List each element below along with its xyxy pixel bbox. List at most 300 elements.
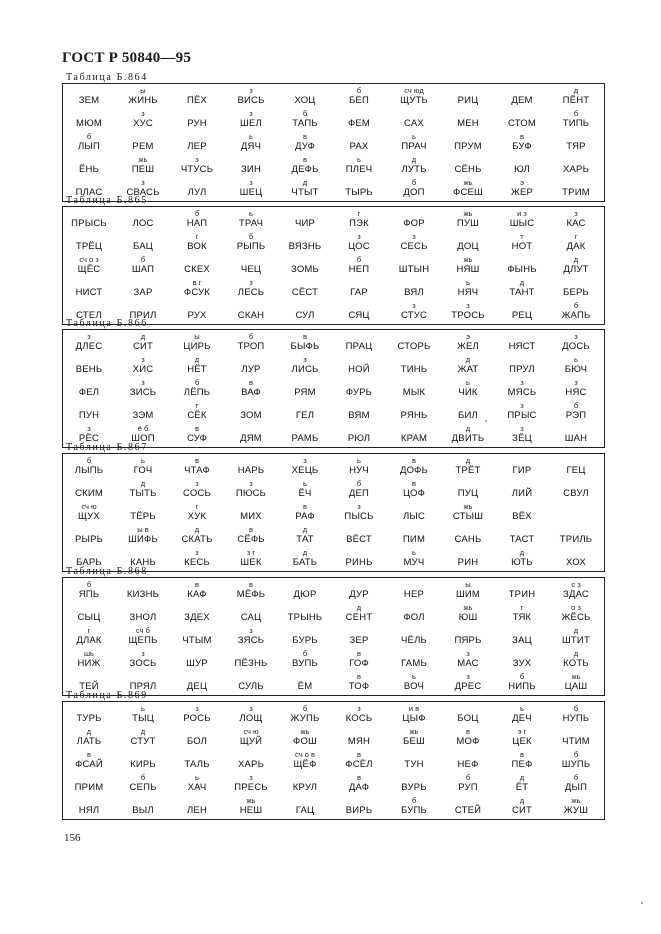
word-cell [225,479,283,502]
syllable-word: ХУС [133,118,153,129]
syllable-word: БОЛ [186,736,208,747]
word-cell [225,278,283,301]
syllable-word: НЕП [348,264,370,275]
word-cell [333,355,391,378]
phonetic-mark [388,650,440,658]
word-cell [117,796,175,819]
phonetic-mark: б [194,378,200,387]
word-cell [388,548,446,571]
word-cell [388,580,446,603]
word-cell [63,603,121,626]
word-cell [388,502,446,525]
table-row [63,232,604,255]
word-cell [442,86,500,109]
word-cell [279,132,337,155]
syllable-word: ЖУПЬ [290,713,320,724]
syllable-word: ДАК [566,241,586,252]
phonetic-mark: жь [463,255,473,264]
word-cell [117,401,175,424]
table-row [63,704,604,727]
word-cell [550,626,608,649]
syllable-word: ПРАЧ [401,141,427,152]
phonetic-mark: ь [357,456,361,465]
word-cell [333,773,391,796]
syllable-word: ФСЕШ [453,187,483,198]
phonetic-mark [388,256,440,264]
syllable-word: СЫЦ [77,612,101,623]
syllable-word: МЫК [402,387,426,398]
syllable-word: БАТЬ [292,557,318,568]
word-cell [550,750,608,773]
syllable-word: ПУШ [456,218,480,229]
word-cell [442,773,500,796]
word-cell [442,278,500,301]
word-cell [279,301,337,324]
syllable-word: ТЫТЬ [129,488,157,499]
phonetic-mark: з [195,479,199,488]
syllable-word: РУП [458,782,478,793]
word-cell [333,232,391,255]
syllable-word: ТРИН [508,589,536,600]
phonetic-mark: в [412,456,416,465]
syllable-word: ТАПЬ [292,118,318,129]
table-row [63,378,604,401]
word-cell [442,332,500,355]
word-cell [171,525,229,548]
syllable-word: БЮЧ [564,364,588,375]
word-cell [279,704,337,727]
word-cell [388,132,446,155]
phonetic-mark [279,279,331,287]
syllable-word: РЯНЬ [400,410,428,421]
phonetic-mark: з [249,178,253,187]
phonetic-mark: б [356,86,362,95]
syllable-word: ШИМ [455,589,481,600]
phonetic-mark [171,179,223,187]
syllable-word: ШАН [564,433,588,444]
syllable-word: ЦОФ [402,488,426,499]
phonetic-mark [333,549,385,557]
syllable-word: ДРЕС [454,681,482,692]
syllable-word: ПУЦ [457,488,479,499]
phonetic-mark: в [249,580,253,589]
word-cell [63,479,121,502]
syllable-word: ФЕЛ [78,387,100,398]
phonetic-mark: э [466,332,470,341]
word-cell [171,649,229,672]
syllable-word: ПУН [78,410,100,421]
syllable-word: ЁМ [297,681,313,692]
word-cell [117,86,175,109]
phonetic-mark: в [357,672,361,681]
word-cell [171,727,229,750]
word-cell [442,424,500,447]
phonetic-mark: б [302,109,308,118]
syllable-word: ЛИСЬ [291,364,319,375]
phonetic-mark: д [302,548,308,557]
phonetic-mark [63,379,115,387]
phonetic-mark [550,480,602,488]
syllable-word: ДЕМ [511,95,533,106]
phonetic-mark [388,333,440,341]
word-cell [550,232,608,255]
phonetic-mark: д [194,355,200,364]
phonetic-mark [442,110,494,118]
syllable-word: ДОП [403,187,425,198]
syllable-word: ЦИРЬ [183,341,211,352]
syllable-word: ЖАТ [457,364,479,375]
syllable-word: ГАМЬ [401,658,427,669]
syllable-word: ЗЕМ [78,95,100,106]
word-cell [496,355,554,378]
word-cell [388,232,446,255]
phonetic-mark [442,751,494,759]
phonetic-mark: з [574,209,578,218]
word-cell [225,301,283,324]
phonetic-mark: жь [246,796,256,805]
word-cell [279,109,337,132]
syllable-word: ПИМ [402,534,426,545]
word-cell [279,378,337,401]
phonetic-mark: сч о з [79,255,99,264]
syllable-word: ВИСЬ [237,95,265,106]
word-cell [442,626,500,649]
phonetic-mark: в [357,750,361,759]
phonetic-mark: з [87,424,91,433]
word-cell [63,232,121,255]
syllable-word: ТУН [404,759,424,770]
syllable-word: СИТ [132,341,154,352]
syllable-word: ПЭК [349,218,369,229]
phonetic-mark: сч б [136,626,150,635]
syllable-word: СЕНТ [345,612,373,623]
syllable-word: ЧИР [294,218,316,229]
phonetic-mark [388,774,440,782]
syllable-word: БЕРЬ [563,287,589,298]
phonetic-mark: д [465,355,471,364]
word-cell [63,255,121,278]
phonetic-mark [279,210,331,218]
phonetic-mark: д [519,278,525,287]
word-cell [442,401,500,424]
syllable-word: ЯПЬ [78,589,100,600]
phonetic-mark [496,156,548,164]
syllable-word: КИРЬ [130,759,156,770]
syllable-word: ХАРЬ [562,164,590,175]
syllable-word [550,511,602,523]
syllable-word: КАС [566,218,586,229]
phonetic-mark [225,156,277,164]
phonetic-mark: ы [140,86,146,95]
syllable-word: ПРЕСЬ [234,782,268,793]
phonetic-mark: г [520,603,524,612]
syllable-word: СТЕЛ [76,310,102,321]
syllable-word: БИЛ [458,410,478,421]
phonetic-mark: жь [463,502,473,511]
phonetic-mark [279,402,331,410]
word-cell [171,424,229,447]
syllable-word: ЩЁФ [293,759,317,770]
syllable-word: ТИПЬ [562,118,590,129]
phonetic-mark: в [195,424,199,433]
phonetic-mark [279,774,331,782]
phonetic-mark: в [520,132,524,141]
syllable-word: ЛЫПЬ [74,465,104,476]
word-cell [333,132,391,155]
syllable-word: НЯЧ [457,287,479,298]
word-cell [333,704,391,727]
phonetic-mark [63,302,115,310]
word-cell [388,649,446,672]
word-cell [63,86,121,109]
phonetic-mark [225,425,277,433]
syllable-word: СТУС [400,310,428,321]
phonetic-mark: д [573,255,579,264]
phonetic-mark [496,526,548,534]
table-row [63,750,604,773]
phonetic-mark [117,503,169,511]
word-cell [117,209,175,232]
phonetic-mark: ь [195,773,199,782]
word-cell [117,155,175,178]
word-cell [171,479,229,502]
phonetic-mark: з [249,773,253,782]
syllable-word: РАМЬ [291,433,319,444]
phonetic-mark: сч о в [295,750,315,759]
phonetic-mark: ё б [137,424,149,433]
word-cell [171,456,229,479]
word-cell [171,109,229,132]
table-row [63,86,604,109]
phonetic-mark: д [573,626,579,635]
word-cell [333,672,391,695]
syllable-word: СОСЬ [183,488,211,499]
word-cell [496,109,554,132]
syllable-word: ПЛЕЧ [345,164,373,175]
word-cell [225,209,283,232]
word-cell [333,456,391,479]
phonetic-mark [442,797,494,805]
syllable-word: МЯН [347,736,371,747]
phonetic-mark [333,302,385,310]
table-row [63,649,604,672]
syllable-word: ТАЛЬ [184,759,210,770]
syllable-word: НУПЬ [562,713,590,724]
syllable-word: ЩЕПЬ [128,635,158,646]
phonetic-mark: д [519,773,525,782]
syllable-word: СВАСЬ [126,187,160,198]
phonetic-mark [225,356,277,364]
phonetic-mark [388,210,440,218]
phonetic-mark: ь [412,132,416,141]
syllable-word: САНЬ [454,534,482,545]
phonetic-mark: ь [249,132,253,141]
word-cell [496,649,554,672]
syllable-word: ЩУХ [78,511,100,522]
phonetic-mark [333,333,385,341]
syllable-word: ТАТ [296,534,314,545]
phonetic-mark: ь [412,672,416,681]
phonetic-mark [388,279,440,287]
phonetic-mark [63,179,115,187]
word-cell [550,672,608,695]
phonetic-mark: з [412,301,416,310]
table-row [63,603,604,626]
word-cell [333,424,391,447]
phonetic-mark [225,503,277,511]
word-cell [388,378,446,401]
word-cell [225,232,283,255]
syllable-word: ЧЕЦ [240,264,262,275]
word-cell [117,355,175,378]
word-cell [63,796,121,819]
phonetic-mark: б [302,704,308,713]
syllable-word: ДЯМ [240,433,262,444]
word-table [62,329,605,448]
phonetic-mark [117,302,169,310]
phonetic-mark [171,133,223,141]
phonetic-mark: з [249,109,253,118]
word-cell [550,479,608,502]
phonetic-mark: з [195,704,199,713]
syllable-word: БУПЬ [401,805,427,816]
phonetic-mark [117,751,169,759]
word-cell [279,255,337,278]
syllable-word: ЁНЬ [78,164,100,175]
word-cell [388,86,446,109]
phonetic-mark [63,549,115,557]
table-row [63,580,604,603]
syllable-word: МУЧ [403,557,425,568]
syllable-word: ТОФ [348,681,370,692]
syllable-word: РЯМ [294,387,316,398]
syllable-word: ЗЯСЬ [237,635,265,646]
table-row [63,773,604,796]
phonetic-mark [442,627,494,635]
word-table [62,453,605,572]
syllable-word: НИЖ [77,658,101,669]
syllable-word: КЕСЬ [184,557,210,568]
syllable-word: КОСЬ [345,713,373,724]
phonetic-mark [496,302,548,310]
syllable-word: ШЫС [509,218,535,229]
phonetic-mark [388,379,440,387]
phonetic-mark [550,728,602,736]
syllable-word: НЕФ [457,759,479,770]
phonetic-mark [442,526,494,534]
word-cell [333,401,391,424]
phonetic-mark [550,549,602,557]
syllable-word: РОСЬ [183,713,211,724]
phonetic-mark [279,379,331,387]
syllable-word: ВЯЗНЬ [288,241,322,252]
syllable-word: ФСУК [183,287,211,298]
phonetic-mark: в [303,502,307,511]
word-table [62,577,605,696]
word-cell [171,773,229,796]
phonetic-mark [550,425,602,433]
word-cell [442,132,500,155]
word-cell [442,355,500,378]
syllable-word: СКИМ [75,488,103,499]
syllable-word: СЁФЬ [237,534,265,545]
phonetic-mark: з [574,332,578,341]
syllable-word: ВЫЛ [132,805,154,816]
phonetic-mark [333,133,385,141]
word-cell [550,424,608,447]
syllable-word: ПЫСЬ [344,511,374,522]
syllable-word: БУФ [512,141,532,152]
phonetic-mark [496,256,548,264]
syllable-word: СЕПЬ [129,782,157,793]
phonetic-mark: д [465,424,471,433]
phonetic-mark: в [87,750,91,759]
phonetic-mark: д [411,155,417,164]
syllable-word: ПЕФ [511,759,533,770]
phonetic-mark: жь [463,178,473,187]
syllable-word: НИПЬ [508,681,536,692]
word-cell [63,727,121,750]
syllable-word: ПЯРЬ [454,635,482,646]
word-cell [333,301,391,324]
phonetic-mark [279,581,331,589]
phonetic-mark: в [303,132,307,141]
word-cell [225,355,283,378]
syllable-word: ЩЁС [77,264,101,275]
syllable-word: НЯС [565,387,587,398]
syllable-word: САЦ [240,612,262,623]
syllable-word: НЕР [403,589,425,600]
syllable-word: ФОЛ [403,612,425,623]
phonetic-mark [225,604,277,612]
word-cell [117,378,175,401]
word-cell [442,704,500,727]
phonetic-mark [63,480,115,488]
syllable-word: САХ [404,118,424,129]
syllable-word: ТУРЬ [76,713,102,724]
phonetic-mark: б [140,255,146,264]
table-row [63,727,604,750]
table-row [63,278,604,301]
word-cell [442,178,500,201]
syllable-word: КАНЬ [130,557,156,568]
phonetic-mark [442,87,494,95]
word-cell [279,750,337,773]
phonetic-mark: э г [517,727,527,736]
word-cell [171,332,229,355]
syllable-word: МЁФЬ [236,589,266,600]
word-cell [279,649,337,672]
phonetic-mark: ь [466,278,470,287]
phonetic-mark [333,581,385,589]
syllable-word: СКЕХ [184,264,210,275]
syllable-word: ДЕЦ [186,681,208,692]
word-cell [63,378,121,401]
syllable-word: ЛУТЬ [401,164,427,175]
phonetic-mark: ь [520,704,524,713]
phonetic-mark: и з [517,209,527,218]
phonetic-mark: ь [466,378,470,387]
word-cell [279,525,337,548]
syllable-word: РУН [187,118,207,129]
phonetic-mark [333,279,385,287]
phonetic-mark: жь [463,603,473,612]
phonetic-mark [171,110,223,118]
word-cell [388,773,446,796]
word-cell [117,704,175,727]
syllable-word: ЗОМЬ [291,264,319,275]
page-number: 156 [64,832,81,844]
